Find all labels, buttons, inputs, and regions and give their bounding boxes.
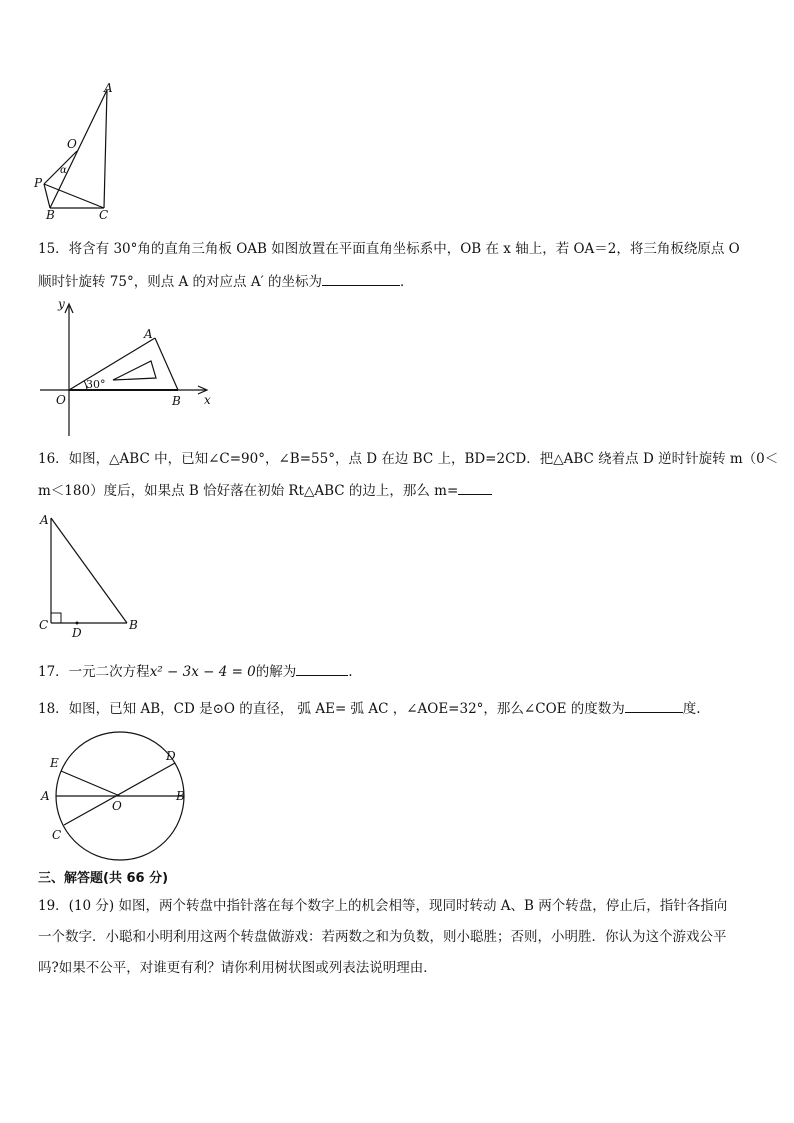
q14-figure: [30, 80, 125, 220]
q18-line: 18．如图，已知 AB，CD 是⊙O 的直径， 弧 AE= 弧 AC ，∠AOE=32°，那么∠COE 的度数为 度.: [38, 701, 701, 717]
label-alpha: α: [60, 165, 67, 176]
label-O: O: [112, 799, 122, 813]
q15-line1: 15．将含有 30°角的直角三角板 OAB 如图放置在平面直角坐标系中，OB 在 x 轴上，若 OA＝2，将三角板绕原点 O: [38, 241, 740, 257]
label-A: A: [40, 513, 49, 527]
label-A: A: [144, 327, 153, 341]
label-B: B: [176, 789, 185, 803]
q16-line2: [38, 482, 758, 500]
q15-figure: [38, 298, 218, 438]
q16-line2-text: m＜180）度后，如果点 B 恰好落在初始 Rt△ABC 的边上，那么 m=: [38, 483, 459, 499]
label-angle: 30°: [86, 378, 106, 391]
label-B: B: [129, 618, 138, 632]
label-D: D: [72, 626, 82, 640]
label-C: C: [52, 828, 62, 842]
label-P: P: [34, 176, 43, 190]
label-y: y: [58, 297, 65, 311]
label-B: B: [172, 394, 181, 408]
q16-line1: 16．如图，△ABC 中，已知∠C=90°，∠B=55°，点 D 在边 BC 上，BD=2CD．把△ABC 绕着点 D 逆时针旋转 m（0＜: [38, 451, 779, 467]
label-C: C: [99, 208, 109, 222]
label-A: A: [104, 81, 113, 95]
q19-line1: 19．(10 分) 如图，两个转盘中指针落在每个数字上的机会相等，现同时转动 A、B 两个转盘，停止后，指针各指向: [38, 898, 728, 914]
q17-equation: x² − 3x − 4 = 0: [149, 664, 256, 680]
q16-answer-blank[interactable]: [458, 482, 492, 495]
label-O: O: [56, 393, 66, 407]
q19-line2: 一个数字．小聪和小明利用这两个转盘做游戏：若两数之和为负数，则小聪胜；否则，小明胜．你认为这个游戏公平: [38, 929, 727, 945]
section-title: 三、解答题(共 66 分): [38, 871, 169, 886]
q17-line: 17．一元二次方程x² − 3x − 4 = 0的解为 .: [38, 664, 353, 680]
q17-answer-blank[interactable]: [296, 663, 348, 676]
q18-answer-blank[interactable]: [625, 700, 683, 713]
label-O: O: [67, 137, 77, 151]
label-B: B: [46, 208, 55, 222]
label-C: C: [39, 618, 49, 632]
q15-line2: 顺时针旋转 75°，则点 A 的对应点 A′ 的坐标为 ．: [38, 274, 414, 290]
label-A: A: [41, 789, 50, 803]
q16-figure: [36, 510, 146, 640]
q15-line2-text: 顺时针旋转 75°，则点 A 的对应点 A′ 的坐标为: [38, 274, 322, 290]
q18-figure: [36, 738, 196, 858]
q15-answer-blank[interactable]: [322, 273, 400, 286]
label-D: D: [166, 749, 176, 763]
label-E: E: [50, 756, 59, 770]
label-x: x: [204, 393, 211, 407]
q19-line3: 吗?如果不公平，对谁更有利？请你利用树状图或列表法说明理由．: [38, 960, 437, 976]
